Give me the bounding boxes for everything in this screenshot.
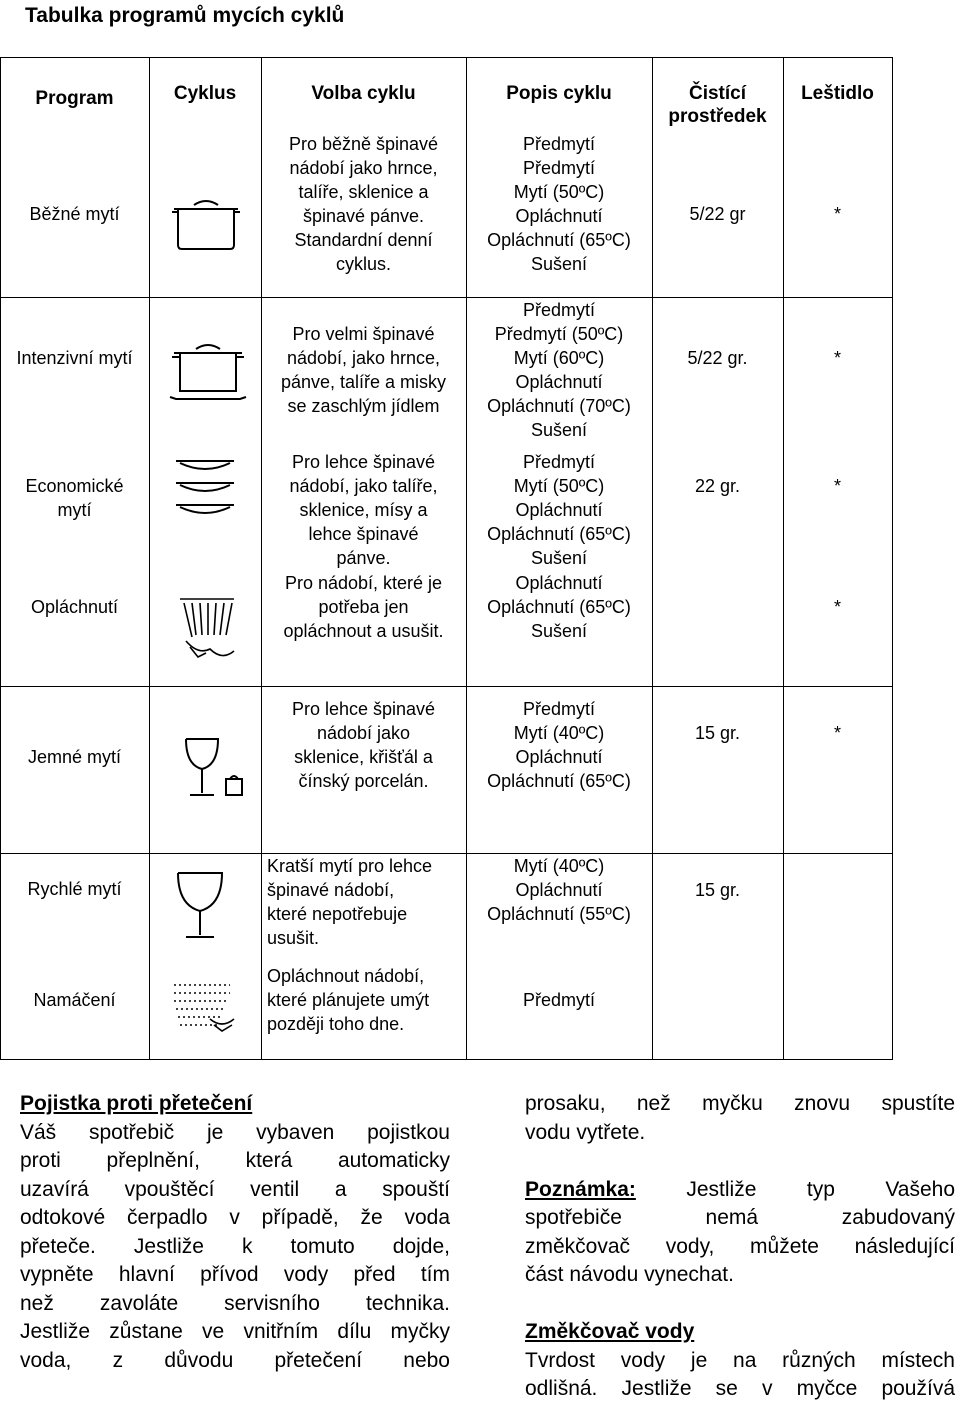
row-lestidlo: * [833,723,841,743]
header-program: Program [35,88,114,109]
right-text-section: prosaku, než myčku znovu spustíte vodu vytřete. Poznámka: Jestliže typ Vašeho spotřebiče nemá zabudovaný změkčovač vody, můžete následující část návodu vynechat. Změkčovač vody Tvrdost vody je na různých místech odlišná. Jestliže se v myčce používá [525,1092,956,1400]
softener-heading: Změkčovač vody [525,1320,695,1343]
row-popis: Předmytí Předmytí Mytí (50ºC) Opláchnutí Opláchnutí (65ºC) Sušení [487,134,631,274]
pot-intensive-icon [166,339,250,405]
row-program: Intenzivní mytí [16,348,133,368]
row-program: Opláchnutí [30,597,119,617]
row-cistici: 22 gr. [694,476,741,496]
row-lestidlo: * [833,204,841,224]
row-program: Jemné mytí [27,747,122,767]
row-volba: Pro lehce špinavé nádobí, jako talíře, sklenice, mísy a lehce špinavé pánve. [289,452,438,568]
row-lestidlo: * [833,597,841,617]
row-volba: Opláchnout nádobí, které plánujete umýt později toho dne. [267,966,430,1034]
page-title: Tabulka programů mycích cyklů [25,4,345,27]
row-popis: Předmytí [522,990,596,1010]
header-cistici: Čistící prostředek [668,83,767,127]
pot-icon [166,195,246,255]
row-program: Rychlé mytí [27,879,122,899]
row-volba: Kratší mytí pro lehce špinavé nádobí, které nepotřebuje usušit. [267,856,433,948]
overflow-heading: Pojistka proti přetečení [20,1092,253,1115]
row-cistici: 15 gr. [694,880,741,900]
row-popis: Předmytí Mytí (40ºC) Opláchnutí Opláchnutí (65ºC) [487,699,631,791]
note-label: Poznámka: [525,1177,636,1201]
row-popis: Opláchnutí Opláchnutí (65ºC) Sušení [487,573,631,641]
row-volba: Pro velmi špinavé nádobí, jako hrnce, pánve, talíře a misky se zaschlým jídlem [280,324,447,416]
row-volba: Pro lehce špinavé nádobí jako sklenice, křišťál a čínský porcelán. [291,699,436,791]
row-program: Namáčení [33,990,116,1010]
row-volba: Pro nádobí, které je potřeba jen opláchnout a usušit. [283,573,444,641]
plates-icon [170,455,240,521]
glass-icon [170,869,230,943]
row-program: Běžné mytí [29,204,120,224]
glass-cup-icon [180,735,246,799]
row-popis: Předmytí Předmytí (50ºC) Mytí (60ºC) Opláchnutí Opláchnutí (70ºC) Sušení [487,300,631,440]
header-volba: Volba cyklu [311,83,416,104]
row-program: Economické mytí [25,476,124,520]
row-popis: Předmytí Mytí (50ºC) Opláchnutí Opláchnutí (65ºC) Sušení [487,452,631,568]
overflow-protection-section: Pojistka proti přetečení Váš spotřebič je vybaven pojistkou proti přeplnění, která automaticky uzavírá vpouštěcí ventil a spouští odtokové čerpadlo v případě, že voda přeteče. Jestliže k tomuto dojde, vypněte hlavní přívod vody před tím než zavoláte servisního technika. Jestliže zůstane ve vnitřním dílu myčky voda, z důvodu přetečení nebo [20,1092,450,1372]
header-cyklus: Cyklus [173,83,237,104]
row-cistici: 5/22 gr [689,204,746,224]
row-lestidlo: * [833,476,841,496]
header-lestidlo: Leštidlo [801,83,874,104]
soak-icon [170,979,240,1033]
row-cistici: 5/22 gr. [687,348,748,368]
row-volba: Pro běžně špinavé nádobí jako hrnce, talíře, sklenice a špinavé pánve. Standardní denní cyklus. [288,134,439,274]
rinse-icon [178,595,238,663]
header-popis: Popis cyklu [506,83,612,104]
program-table [0,57,893,1060]
row-lestidlo: * [833,348,841,368]
note-line: Poznámka: Jestliže typ Vašeho [525,1177,956,1201]
row-popis: Mytí (40ºC) Opláchnutí Opláchnutí (55ºC) [487,856,631,924]
row-cistici: 15 gr. [694,723,741,743]
